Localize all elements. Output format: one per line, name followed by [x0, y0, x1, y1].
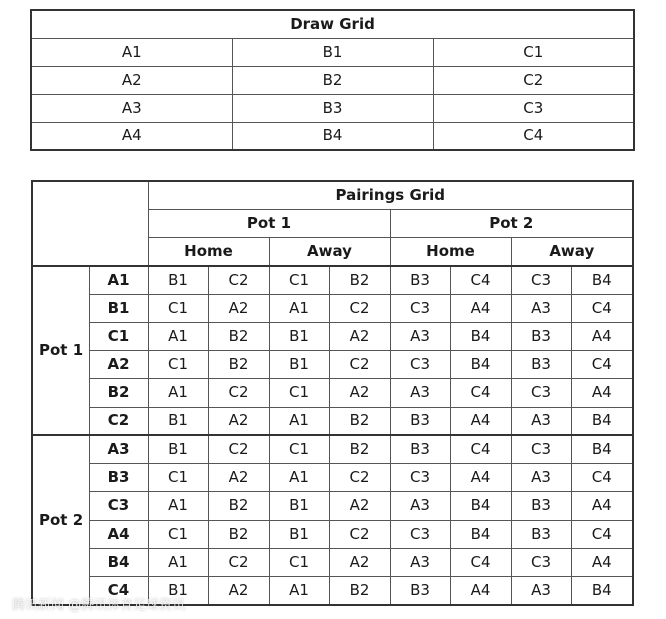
pairing-cell: A3: [511, 577, 571, 605]
team-label: A3: [89, 435, 148, 463]
pairing-cell: A1: [148, 379, 208, 407]
pairing-cell: B3: [511, 520, 571, 548]
pairing-cell: B4: [571, 435, 633, 463]
team-label: C2: [89, 407, 148, 435]
side-header: Away: [269, 238, 390, 266]
pairing-cell: B1: [148, 266, 208, 294]
pairing-cell: B2: [329, 266, 390, 294]
pairing-cell: A3: [390, 379, 450, 407]
table-row: [31, 38, 634, 66]
draw-cell: C4: [433, 122, 634, 150]
team-label: A2: [89, 351, 148, 379]
pairing-cell: B1: [148, 435, 208, 463]
table-row: [32, 322, 633, 350]
team-label: A1: [89, 266, 148, 294]
pairing-cell: A4: [450, 577, 511, 605]
pairing-cell: A2: [329, 379, 390, 407]
table-row: [32, 548, 633, 576]
table-row: [31, 66, 634, 94]
pairing-cell: A1: [269, 464, 329, 492]
pairing-cell: C3: [390, 520, 450, 548]
pairing-cell: B2: [329, 407, 390, 435]
team-label: B1: [89, 294, 148, 322]
pairing-cell: A4: [450, 407, 511, 435]
pairing-cell: A2: [208, 407, 269, 435]
pairing-cell: B1: [269, 520, 329, 548]
pairing-cell: B1: [269, 322, 329, 350]
draw-grid-title: Draw Grid: [31, 10, 634, 38]
table-row: [32, 379, 633, 407]
pairing-cell: A4: [571, 322, 633, 350]
pairing-cell: A2: [208, 577, 269, 605]
pairing-cell: C3: [511, 266, 571, 294]
table-row: [32, 294, 633, 322]
team-label: A4: [89, 520, 148, 548]
draw-cell: C3: [433, 94, 634, 122]
pairing-cell: C4: [571, 520, 633, 548]
pairing-cell: B3: [511, 322, 571, 350]
draw-cell: B3: [232, 94, 433, 122]
pairing-cell: C1: [269, 548, 329, 576]
pairing-cell: B1: [148, 577, 208, 605]
draw-cell: A3: [31, 94, 232, 122]
pairing-cell: C4: [450, 379, 511, 407]
team-label: B4: [89, 548, 148, 576]
draw-cell: A2: [31, 66, 232, 94]
pairing-cell: C1: [269, 266, 329, 294]
draw-cell: C2: [433, 66, 634, 94]
pairing-cell: A3: [511, 407, 571, 435]
pairing-cell: C1: [148, 351, 208, 379]
pairing-cell: C2: [329, 464, 390, 492]
draw-cell: A1: [31, 38, 232, 66]
table-row: [32, 520, 633, 548]
draw-cell: B1: [232, 38, 433, 66]
pairing-cell: C2: [329, 520, 390, 548]
pairing-cell: B4: [450, 322, 511, 350]
pot-row-label: Pot 2: [32, 435, 89, 605]
pairing-cell: A2: [329, 492, 390, 520]
side-header: Home: [148, 238, 269, 266]
draw-cell: A4: [31, 122, 232, 150]
pairing-cell: C2: [208, 435, 269, 463]
table-row: [32, 435, 633, 463]
pairing-cell: A1: [269, 577, 329, 605]
pairing-cell: A2: [208, 294, 269, 322]
pairing-cell: C2: [329, 294, 390, 322]
pairing-cell: C3: [511, 548, 571, 576]
pairing-cell: B3: [390, 435, 450, 463]
pairing-cell: C1: [269, 379, 329, 407]
pairing-cell: A4: [571, 492, 633, 520]
pairings-grid-title: Pairings Grid: [148, 181, 633, 209]
draw-cell: B4: [232, 122, 433, 150]
pairing-cell: C1: [148, 520, 208, 548]
pot-header: Pot 1: [148, 209, 390, 237]
pairing-cell: C1: [269, 435, 329, 463]
pairing-cell: A2: [208, 464, 269, 492]
table-row: [31, 94, 634, 122]
corner-cell: [32, 181, 148, 266]
pairing-cell: A3: [390, 548, 450, 576]
pairing-cell: B1: [269, 492, 329, 520]
pairing-cell: C3: [390, 294, 450, 322]
watermark: 腾讯新闻 @腾讯体育足球资讯: [12, 598, 186, 613]
draw-grid-table: [30, 9, 635, 151]
table-row: [31, 122, 634, 150]
pairing-cell: B4: [571, 407, 633, 435]
pairing-cell: C3: [390, 351, 450, 379]
pairing-cell: C1: [148, 294, 208, 322]
table-row: [32, 492, 633, 520]
pairing-cell: B3: [511, 492, 571, 520]
pot-row-label: Pot 1: [32, 266, 89, 436]
pairing-cell: B2: [208, 351, 269, 379]
pairing-cell: C4: [571, 294, 633, 322]
pairing-cell: C1: [148, 464, 208, 492]
table-row: [32, 266, 633, 294]
pairing-cell: C2: [329, 351, 390, 379]
pairing-cell: B3: [390, 266, 450, 294]
pairing-cell: C4: [450, 435, 511, 463]
side-header: Away: [511, 238, 633, 266]
pairing-cell: C3: [390, 464, 450, 492]
pairing-cell: A1: [148, 548, 208, 576]
table-row: [32, 351, 633, 379]
team-label: C3: [89, 492, 148, 520]
pairing-cell: B3: [390, 407, 450, 435]
pairing-cell: C2: [208, 548, 269, 576]
draw-cell: C1: [433, 38, 634, 66]
pairing-cell: C4: [571, 351, 633, 379]
pot-header: Pot 2: [390, 209, 633, 237]
pairing-cell: B2: [329, 435, 390, 463]
pairing-cell: B1: [148, 407, 208, 435]
pairing-cell: C3: [511, 379, 571, 407]
pairing-cell: A1: [269, 407, 329, 435]
pairing-cell: B2: [329, 577, 390, 605]
draw-cell: B2: [232, 66, 433, 94]
pairing-cell: C4: [450, 548, 511, 576]
pairing-cell: C3: [511, 435, 571, 463]
pairing-cell: B4: [571, 577, 633, 605]
pairing-cell: A4: [450, 294, 511, 322]
pairing-cell: B1: [269, 351, 329, 379]
pairing-cell: C2: [208, 379, 269, 407]
pairing-cell: B2: [208, 492, 269, 520]
table-row: [32, 464, 633, 492]
pairing-cell: A1: [269, 294, 329, 322]
pairing-cell: A1: [148, 322, 208, 350]
pairing-cell: B3: [390, 577, 450, 605]
pairing-cell: B4: [450, 520, 511, 548]
pairing-cell: C4: [571, 464, 633, 492]
side-header: Home: [390, 238, 511, 266]
pairing-cell: A3: [390, 322, 450, 350]
pairing-cell: A3: [511, 464, 571, 492]
pairing-cell: A4: [450, 464, 511, 492]
pairing-cell: B2: [208, 520, 269, 548]
table-row: [32, 407, 633, 435]
pairing-cell: B4: [571, 266, 633, 294]
pairing-cell: B3: [511, 351, 571, 379]
pairing-cell: A4: [571, 548, 633, 576]
pairing-cell: C2: [208, 266, 269, 294]
team-label: B2: [89, 379, 148, 407]
pairing-cell: A2: [329, 322, 390, 350]
pairing-cell: A4: [571, 379, 633, 407]
pairings-grid-table: [31, 180, 634, 606]
team-label: B3: [89, 464, 148, 492]
pairing-cell: A2: [329, 548, 390, 576]
team-label: C4: [89, 577, 148, 605]
pairing-cell: A1: [148, 492, 208, 520]
pairing-cell: A3: [390, 492, 450, 520]
pairing-cell: C4: [450, 266, 511, 294]
pairing-cell: B4: [450, 351, 511, 379]
pairing-cell: B4: [450, 492, 511, 520]
pairing-cell: A3: [511, 294, 571, 322]
team-label: C1: [89, 322, 148, 350]
pairing-cell: B2: [208, 322, 269, 350]
